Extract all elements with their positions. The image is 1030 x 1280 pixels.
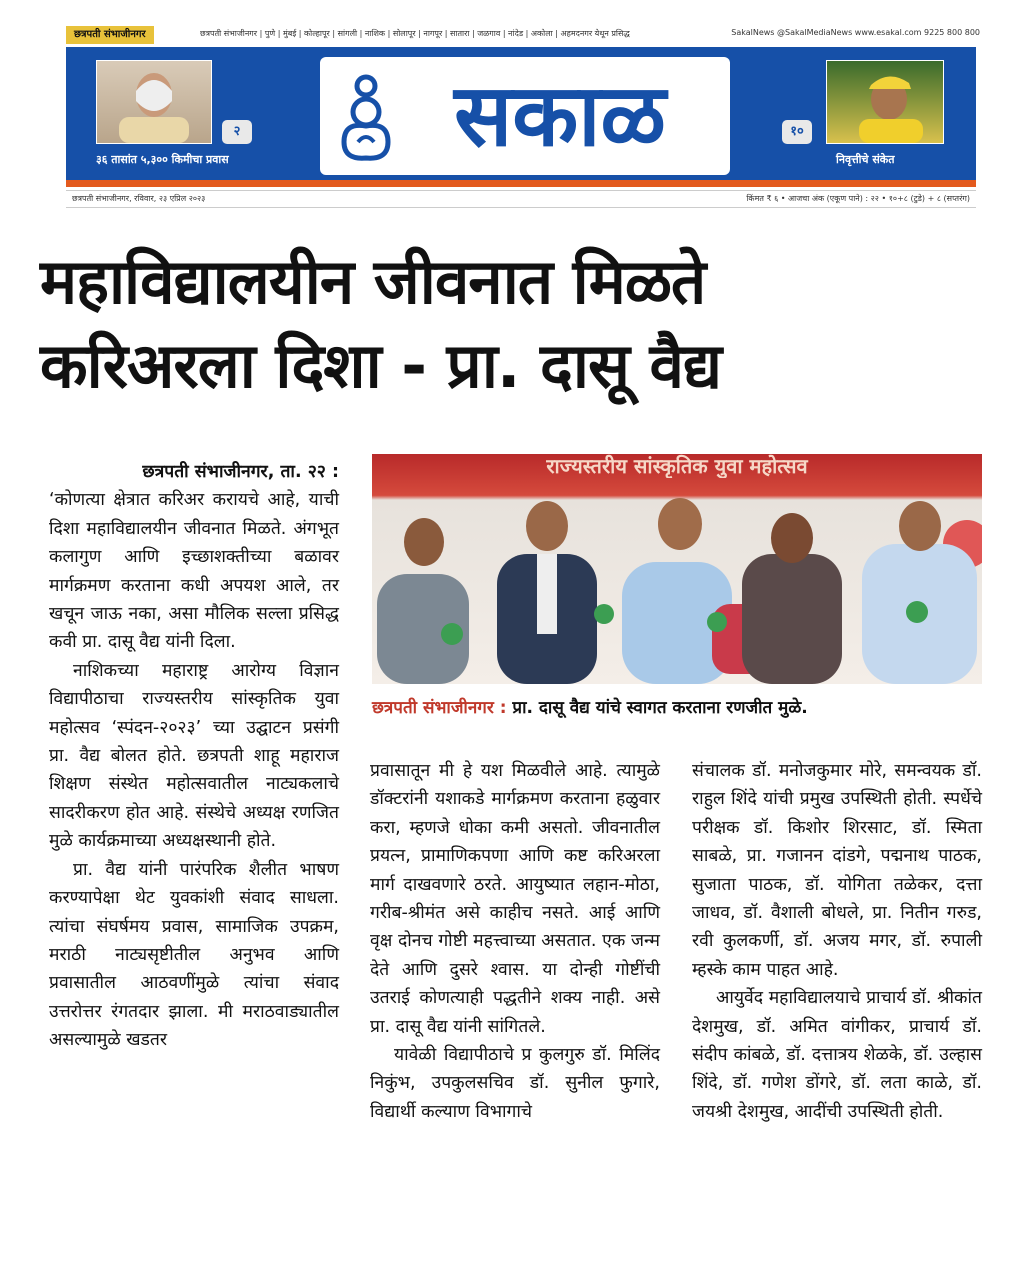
edition-cities: छत्रपती संभाजीनगर | पुणे | मुंबई | कोल्हापूर | सांगली | नाशिक | सोलापूर | नागपूर | सातारा | जळगाव | नांदेड | अकोला | अहमदनगर येथून प्रसिद्ध xyxy=(200,29,630,38)
social-handles: SakalNews @SakalMediaNews www.esakal.com 9225 800 800 xyxy=(731,28,980,37)
masthead-dateline-bar xyxy=(66,190,976,208)
paragraph: ‘कोणत्या क्षेत्रात करिअर करायचे आहे, याची दिशा महाविद्यालयीन जीवनात मिळते. अंगभूत कलागुण आणि इच्छाशक्तीच्या बळावर मार्गक्रमण करताना कधी अपयश आले, तर खचून जाऊ नका, असा मौलिक सल्ला प्रसिद्ध कवी प्रा. दासू वैद्य यांनी दिला. xyxy=(49,490,339,653)
edition-badge: छत्रपती संभाजीनगर xyxy=(66,26,154,44)
stage-banner-text: राज्यस्तरीय सांस्कृतिक युवा महोत्सव xyxy=(546,454,808,478)
portrait-icon xyxy=(97,61,211,143)
headline-line-2: करिअरला दिशा - प्रा. दासू वैद्य xyxy=(40,329,722,402)
paragraph: आयुर्वेद महाविद्यालयाचे प्राचार्य डॉ. श्रीकांत देशमुख, डॉ. अमित वांगीकर, प्राचार्य डॉ. संदीप कांबळे, डॉ. दत्तात्रय शेळके, डॉ. उल्हास शिंदे, डॉ. गणेश डोंगरे, डॉ. लता काळे, डॉ. जयश्री देशमुख, आदींची उपस्थिती होती. xyxy=(692,988,982,1122)
paragraph: प्रा. वैद्य यांनी पारंपरिक शैलीत भाषण करण्यापेक्षा थेट युवकांशी संवाद साधला. त्यांचा संघर्षमय प्रवास, सामाजिक उपक्रम, मराठी नाट्यसृष्टीतील अनुभव आणि प्रवासातील आठवणींमुळे त्यांचा संवाद उत्तरोत्तर रंगतदार झाला. मी मराठवाड्यातील असल्यामुळे खडतर xyxy=(49,859,339,1051)
paragraph: संचालक डॉ. मनोजकुमार मोरे, समन्वयक डॉ. राहुल शिंदे यांची प्रमुख उपस्थिती होती. स्पर्धेचे परीक्षक डॉ. किशोर शिरसाट, डॉ. स्मिता साबळे, प्रा. गजानन दांडगे, पद्मनाथ पाठक, सुजाता पाठक, डॉ. योगिता तळेकर, दत्ता जाधव, डॉ. वैशाली बोधले, प्रा. नितीन गरुड, रवी कुलकर्णी, डॉ. अजय मगर, डॉ. रुपाली म्हस्के काम पाहत आहे. xyxy=(692,761,982,980)
article-column-1 xyxy=(49,458,339,1055)
caption-place: छत्रपती संभाजीनगर : xyxy=(372,698,507,718)
news-photo[interactable] xyxy=(372,454,982,684)
caption-text: प्रा. दासू वैद्य यांचे स्वागत करताना रणजीत मुळे. xyxy=(506,698,808,718)
left-teaser-photo[interactable] xyxy=(96,60,212,144)
cricketer-portrait-icon xyxy=(827,61,943,143)
sakal-emblem-icon xyxy=(336,72,396,164)
article-headline xyxy=(40,240,990,408)
article-column-2 xyxy=(370,757,660,1126)
paragraph: नाशिकच्या महाराष्ट्र आरोग्य विज्ञान विद्यापीठाचा राज्यस्तरीय सांस्कृतिक युवा महोत्सव ‘स्पंदन-२०२३’ च्या उद्घाटन प्रसंगी प्रा. वैद्य बोलत होते. छत्रपती शाहू महाराज शिक्षण संस्थेत महोत्सवातील नाट्यकलाचे सादरीकरण होत आहे. संस्थेचे अध्यक्ष रणजित मुळे कार्यक्रमाच्या अध्यक्षस्थानी होते. xyxy=(49,660,339,852)
issue-date: छत्रपती संभाजीनगर, रविवार, २३ एप्रिल २०२३ xyxy=(72,194,206,203)
article-column-3 xyxy=(692,757,982,1126)
masthead-accent-stripe xyxy=(66,180,976,187)
right-teaser-text[interactable]: निवृत्तीचे संकेत xyxy=(836,153,895,166)
article-dateline: छत्रपती संभाजीनगर, ता. २२ : xyxy=(142,462,339,482)
right-page-number[interactable]: १० xyxy=(782,120,812,144)
paragraph: प्रवासातून मी हे यश मिळवीले आहे. त्यामुळे डॉक्टरांनी यशाकडे मार्गक्रमण करताना हळुवार करा, म्हणजे धोका कमी असतो. जीवनातील प्रयत्न, प्रामाणिकपणा आणि कष्ट करिअरला मार्ग दाखवणारे ठरते. आयुष्यात लहान-मोठा, गरीब-श्रीमंत असे काहीच नसते. आई आणि वृक्ष दोनच गोष्टी महत्त्वाच्या असतात. एक जन्म देते आणि दुसरे श्वास. या दोन्ही गोष्टींची उतराई कोणत्याही पद्धतीने शक्य नाही. असे प्रा. दासू वैद्य यांनी सांगितले. xyxy=(370,761,660,1037)
photo-caption xyxy=(372,695,982,718)
left-page-number[interactable]: २ xyxy=(222,120,252,144)
issue-price: किंमत ₹ ६ • आजचा अंक (एकूण पाने) : २२ • १०+८ (टुडे) + ८ (सप्तरंग) xyxy=(746,194,970,203)
left-teaser-text[interactable]: ३६ तासांत ५,३०० किमीचा प्रवास xyxy=(96,153,229,166)
newspaper-logo: सकाळ xyxy=(454,65,666,166)
headline-line-1: महाविद्यालयीन जीवनात मिळते xyxy=(40,245,706,318)
people-on-stage-icon xyxy=(372,454,982,684)
paragraph: यावेळी विद्यापीठाचे प्र कुलगुरु डॉ. मिलिंद निकुंभ, उपकुलसचिव डॉ. सुनील फुगारे, विद्यार्थी कल्याण विभागाचे xyxy=(370,1045,660,1122)
right-teaser-photo[interactable] xyxy=(826,60,944,144)
